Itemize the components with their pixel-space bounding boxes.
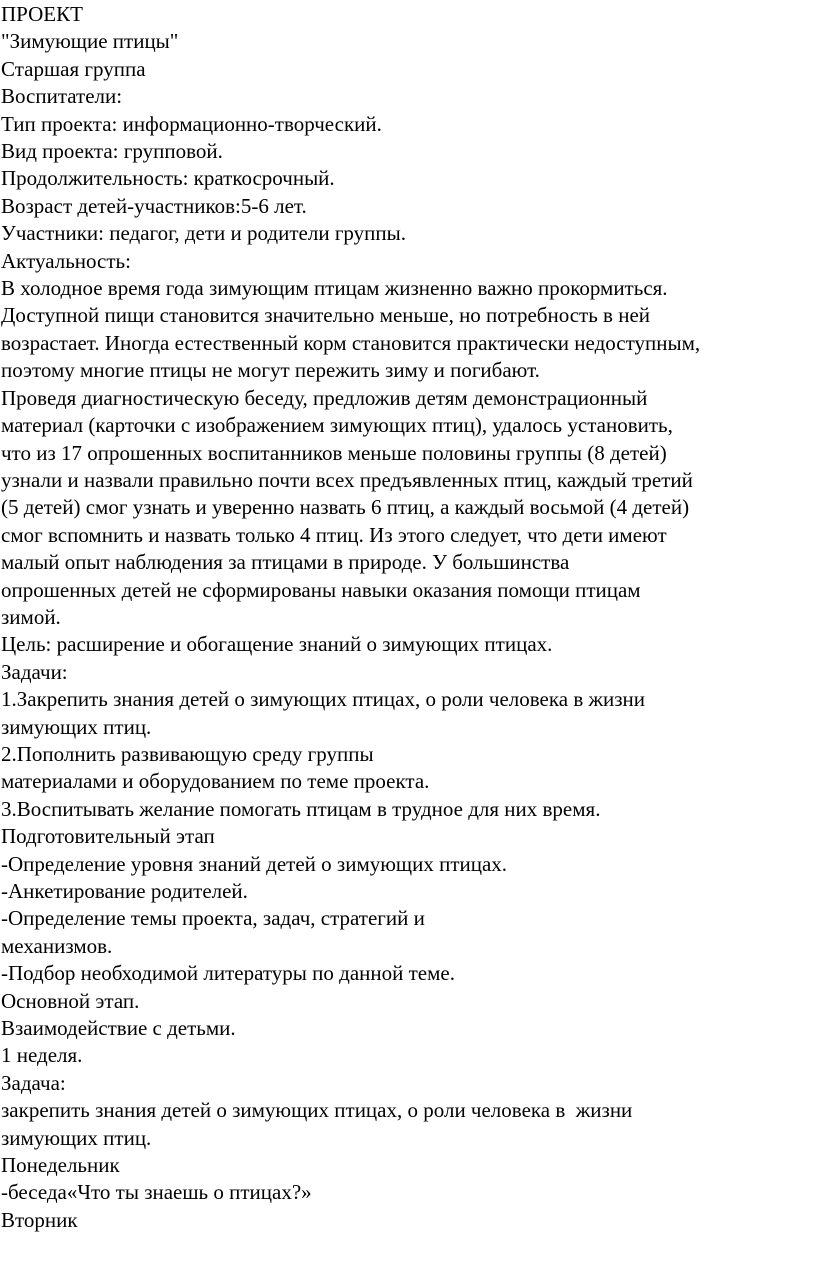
project-duration: Продолжительность: краткосрочный. <box>1 166 335 191</box>
task-item: зимующих птиц. <box>1 714 152 739</box>
relevance-line: поэтому многие птицы не могут пережить зиму и погибают. <box>1 358 540 383</box>
participants: Участники: педагог, дети и родители группы. <box>1 221 406 246</box>
tasks-heading: Задачи: <box>1 659 68 684</box>
task-item: 3.Воспитывать желание помогать птицам в трудное для них время. <box>1 796 601 821</box>
preparatory-item: механизмов. <box>1 933 113 958</box>
group-name: Старшая группа <box>1 56 146 81</box>
project-kind: Вид проекта: групповой. <box>1 139 223 164</box>
task-text: закрепить знания детей о зимующих птицах, о роли человека в жизни <box>1 1098 633 1123</box>
preparatory-item: -Подбор необходимой литературы по данной теме. <box>1 961 455 986</box>
preparatory-item: -Определение уровня знаний детей о зимующих птицах. <box>1 851 508 876</box>
diagnostic-line: опрошенных детей не сформированы навыки оказания помощи птицам <box>1 577 641 602</box>
diagnostic-line: материал (карточки с изображением зимующих птиц), удалось установить, <box>1 413 673 438</box>
relevance-heading: Актуальность: <box>1 248 131 273</box>
task-label: Задача: <box>1 1070 66 1095</box>
project-type: Тип проекта: информационно-творческий. <box>1 111 382 136</box>
activity-item: -беседа«Что ты знаешь о птицах?» <box>1 1180 312 1205</box>
day-monday: Понедельник <box>1 1153 120 1178</box>
goal: Цель: расширение и обогащение знаний о зимующих птицах. <box>1 632 553 657</box>
educators-label: Воспитатели: <box>1 84 123 109</box>
preparatory-item: -Анкетирование родителей. <box>1 879 248 903</box>
task-item: материалами и оборудованием по теме проекта. <box>1 769 430 794</box>
preparatory-stage-heading: Подготовительный этап <box>1 824 215 849</box>
day-tuesday: Вторник <box>1 1207 78 1232</box>
diagnostic-line: (5 детей) смог узнать и уверенно назвать 6 птиц, а каждый восьмой (4 детей) <box>1 495 690 520</box>
preparatory-item: -Определение темы проекта, задач, стратегий и <box>1 906 425 931</box>
children-age: Возраст детей-участников:5-6 лет. <box>1 193 307 218</box>
diagnostic-line: зимой. <box>1 604 61 629</box>
diagnostic-line: малый опыт наблюдения за птицами в природе. У большинства <box>1 550 570 575</box>
relevance-line: возрастает. Иногда естественный корм становится практически недоступным, <box>1 330 701 355</box>
diagnostic-line: что из 17 опрошенных воспитанников меньше половины группы (8 детей) <box>1 440 667 465</box>
doc-title: ПРОЕКТ <box>1 2 83 26</box>
project-name: "Зимующие птицы" <box>1 29 179 54</box>
relevance-line: Доступной пищи становится значительно меньше, но потребность в ней <box>1 303 651 328</box>
week-label: 1 неделя. <box>1 1043 83 1068</box>
diagnostic-line: Проведя диагностическую беседу, предложив детям демонстрационный <box>1 385 648 410</box>
relevance-line: В холодное время года зимующим птицам жизненно важно прокормиться. <box>1 276 668 301</box>
diagnostic-line: узнали и назвали правильно почти всех предъявленных птиц, каждый третий <box>1 467 693 492</box>
task-item: 2.Пополнить развивающую среду группы <box>1 741 374 766</box>
task-text: зимующих птиц. <box>1 1125 152 1150</box>
main-stage-heading: Основной этап. <box>1 988 140 1013</box>
task-item: 1.Закрепить знания детей о зимующих птицах, о роли человека в жизни <box>1 687 646 712</box>
diagnostic-line: смог вспомнить и назвать только 4 птиц. Из этого следует, что дети имеют <box>1 522 667 547</box>
interaction-heading: Взаимодействие с детьми. <box>1 1016 236 1041</box>
